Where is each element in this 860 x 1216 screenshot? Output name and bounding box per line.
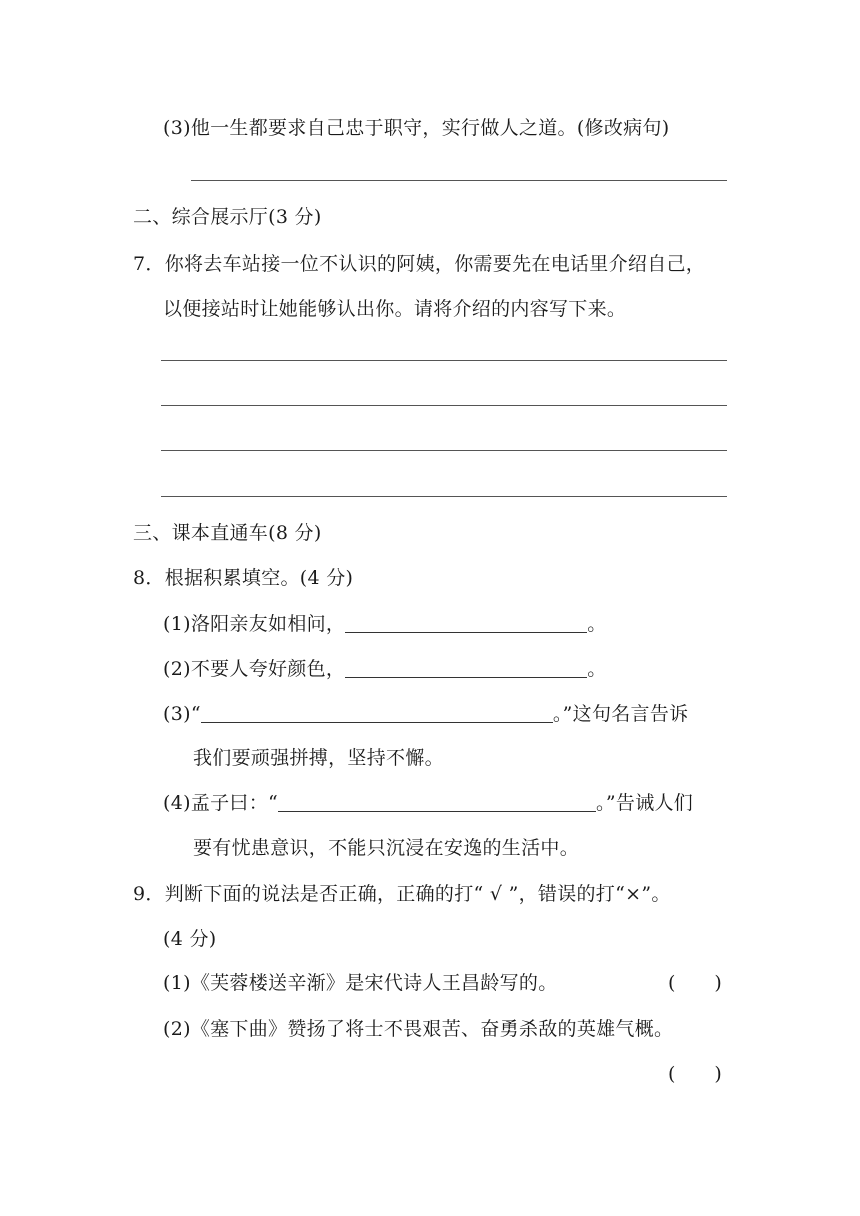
question-9-item-1: (1)《芙蓉楼送辛渐》是宋代诗人王昌龄写的。 [163,972,558,994]
answer-line-q7-1[interactable] [161,360,727,361]
section-heading-3: 三、课本直通车(8 分) [133,522,322,544]
item-suffix: 。 [587,658,607,680]
question-9-item-2: (2)《塞下曲》赞扬了将士不畏艰苦、奋勇杀敌的英雄气概。 [163,1018,674,1040]
question-8-item-1 [163,612,607,636]
question-6-3: (3)他一生都要求自己忠于职守，实行做人之道。(修改病句) [163,117,670,139]
answer-line-q6-3[interactable] [191,180,727,181]
answer-paren-q9-2[interactable]: ( ) [668,1063,723,1085]
item-suffix: 。”告诫人们 [596,792,694,814]
answer-paren-q9-1[interactable]: ( ) [668,972,723,994]
section-heading-2: 二、综合展示厅(3 分) [133,206,322,228]
fill-blank[interactable] [278,791,596,812]
question-9-points: (4 分) [163,928,217,950]
item-prefix: (1)洛阳亲友如相问， [163,613,346,635]
question-7-line-1: 7．你将去车站接一位不认识的阿姨，你需要先在电话里介绍自己， [133,253,706,275]
answer-line-q7-3[interactable] [161,450,727,451]
fill-blank[interactable] [345,612,587,633]
question-8-title: 8．根据积累填空。(4 分) [133,567,354,589]
answer-line-q7-4[interactable] [161,496,727,497]
answer-line-q7-2[interactable] [161,405,727,406]
question-8-item-4-line-2: 要有忧患意识，不能只沉浸在安逸的生活中。 [193,837,580,859]
question-8-item-4 [163,791,693,815]
question-8-item-2 [163,657,607,681]
question-9-title: 9．判断下面的说法是否正确，正确的打“ √ ”，错误的打“×”。 [133,883,671,905]
item-prefix: (2)不要人夸好颜色， [163,658,346,680]
fill-blank[interactable] [201,702,553,723]
item-suffix: 。 [587,613,607,635]
item-suffix: 。”这句名言告诉 [552,703,689,725]
item-prefix: (4)孟子曰：“ [163,792,279,814]
question-8-item-3-line-2: 我们要顽强拼搏，坚持不懈。 [193,747,444,769]
fill-blank[interactable] [345,657,587,678]
item-prefix: (3)“ [163,703,201,725]
question-8-item-3 [163,702,688,726]
question-7-line-2: 以便接站时让她能够认出你。请将介绍的内容写下来。 [163,298,627,320]
